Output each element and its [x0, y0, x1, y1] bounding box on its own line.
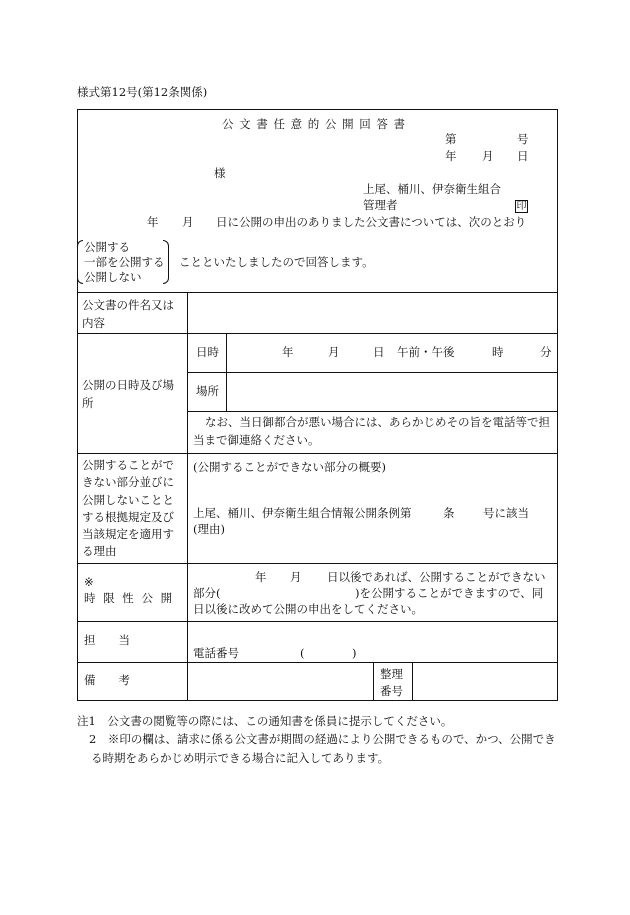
time-limited-label: 時 限 性 公 開 — [84, 591, 175, 605]
notes — [77, 712, 561, 767]
phone-label: 電話番号 — [193, 646, 239, 660]
time-limited-text1: 日以後であれば、公開することができない — [327, 570, 546, 584]
document-name-label: 公文書の件名又は内容 — [82, 298, 174, 330]
datetime-ampm: 午前・午後 — [397, 345, 455, 359]
row-divider — [77, 662, 558, 663]
note-1: 注1 公文書の閲覧等の際には、この通知書を係員に提示してください。 — [77, 714, 453, 728]
datetime-minute: 分 — [540, 345, 552, 359]
note-2: 2 ※印の欄は、請求に係る公文書が期間の経過により公開できるもので、かつ、公開できる時期をあらかじめ明示できる場合に記入してあります。 — [89, 732, 556, 765]
datetime-place-label: 公開の日時及び場所 — [82, 378, 174, 410]
form-number-label: 様式第12号(第12条関係) — [77, 85, 208, 99]
time-limited-mark: ※ — [84, 575, 94, 589]
option-disclose: 公開する — [84, 240, 130, 254]
ordinance-item: 号に該当 — [483, 506, 529, 520]
row-divider — [77, 453, 558, 454]
contact-label: 担 当 — [84, 633, 130, 647]
row-divider — [187, 372, 558, 373]
date-year: 年 — [445, 149, 457, 163]
addressee-suffix: 様 — [214, 166, 226, 180]
date-month: 月 — [482, 149, 494, 163]
datetime-label: 日時 — [196, 345, 219, 359]
time-limited-year: 年 — [255, 570, 267, 584]
nondisclosure-summary-label: (公開することができない部分の概要) — [193, 460, 386, 474]
document-name-field — [192, 300, 552, 326]
phone-paren-open: ( — [300, 646, 305, 660]
phone-paren-close: ) — [352, 646, 357, 660]
organization-name: 上尾、桶川、伊奈衛生組合 — [363, 182, 501, 196]
subcell-divider — [226, 333, 227, 411]
number-prefix: 第 — [445, 132, 457, 146]
option-nondisclose: 公開しない — [84, 270, 142, 284]
intro-sentence: 日に公開の申出のありました公文書については、次のとおり — [216, 215, 527, 229]
reference-number-label: 整理番号 — [380, 667, 403, 698]
time-limited-text2: )を公開することができますので、同 — [355, 586, 544, 600]
ordinance-article: 条 — [443, 506, 455, 520]
date-day: 日 — [517, 149, 529, 163]
row-divider — [77, 621, 558, 622]
intro-year: 年 — [147, 215, 159, 229]
row-divider — [77, 333, 558, 334]
intro-closing: ことといたしましたので回答します。 — [179, 255, 374, 269]
label-column-divider — [187, 292, 188, 701]
row-divider — [187, 411, 558, 412]
remarks-divider — [373, 662, 374, 701]
number-suffix: 号 — [517, 132, 529, 146]
reason-text-label: (理由) — [193, 522, 225, 536]
remarks-label: 備 考 — [84, 673, 130, 687]
place-label: 場所 — [196, 384, 219, 398]
options-brace-left — [77, 240, 83, 284]
datetime-year: 年 — [282, 345, 294, 359]
time-limited-text3: 日以後に改めて公開の申出をしてください。 — [193, 602, 423, 616]
row-divider — [77, 563, 558, 564]
ref-divider — [412, 662, 413, 701]
row-divider — [77, 292, 558, 293]
option-partial: 一部を公開する — [84, 255, 165, 269]
seal-mark: 印 — [516, 201, 527, 212]
administrator-label: 管理者 — [363, 198, 398, 212]
reason-label: 公開することができない部分並びに公開しないこととする根拠規定及び当該規定を適用する理由 — [82, 458, 174, 559]
document-title: 公 文 書 任 意 的 公 開 回 答 書 — [222, 117, 407, 131]
intro-month: 月 — [182, 215, 194, 229]
datetime-month: 月 — [328, 345, 340, 359]
ordinance-reference: 上尾、桶川、伊奈衛生組合情報公開条例第 — [193, 506, 412, 520]
time-limited-part-prefix: 部分( — [193, 586, 221, 600]
time-limited-month: 月 — [290, 570, 302, 584]
datetime-hour: 時 — [492, 345, 504, 359]
datetime-day: 日 — [373, 345, 385, 359]
contact-notice: なお、当日御都合が悪い場合には、あらかじめその旨を電話等で担当まで御連絡ください。 — [193, 415, 550, 447]
